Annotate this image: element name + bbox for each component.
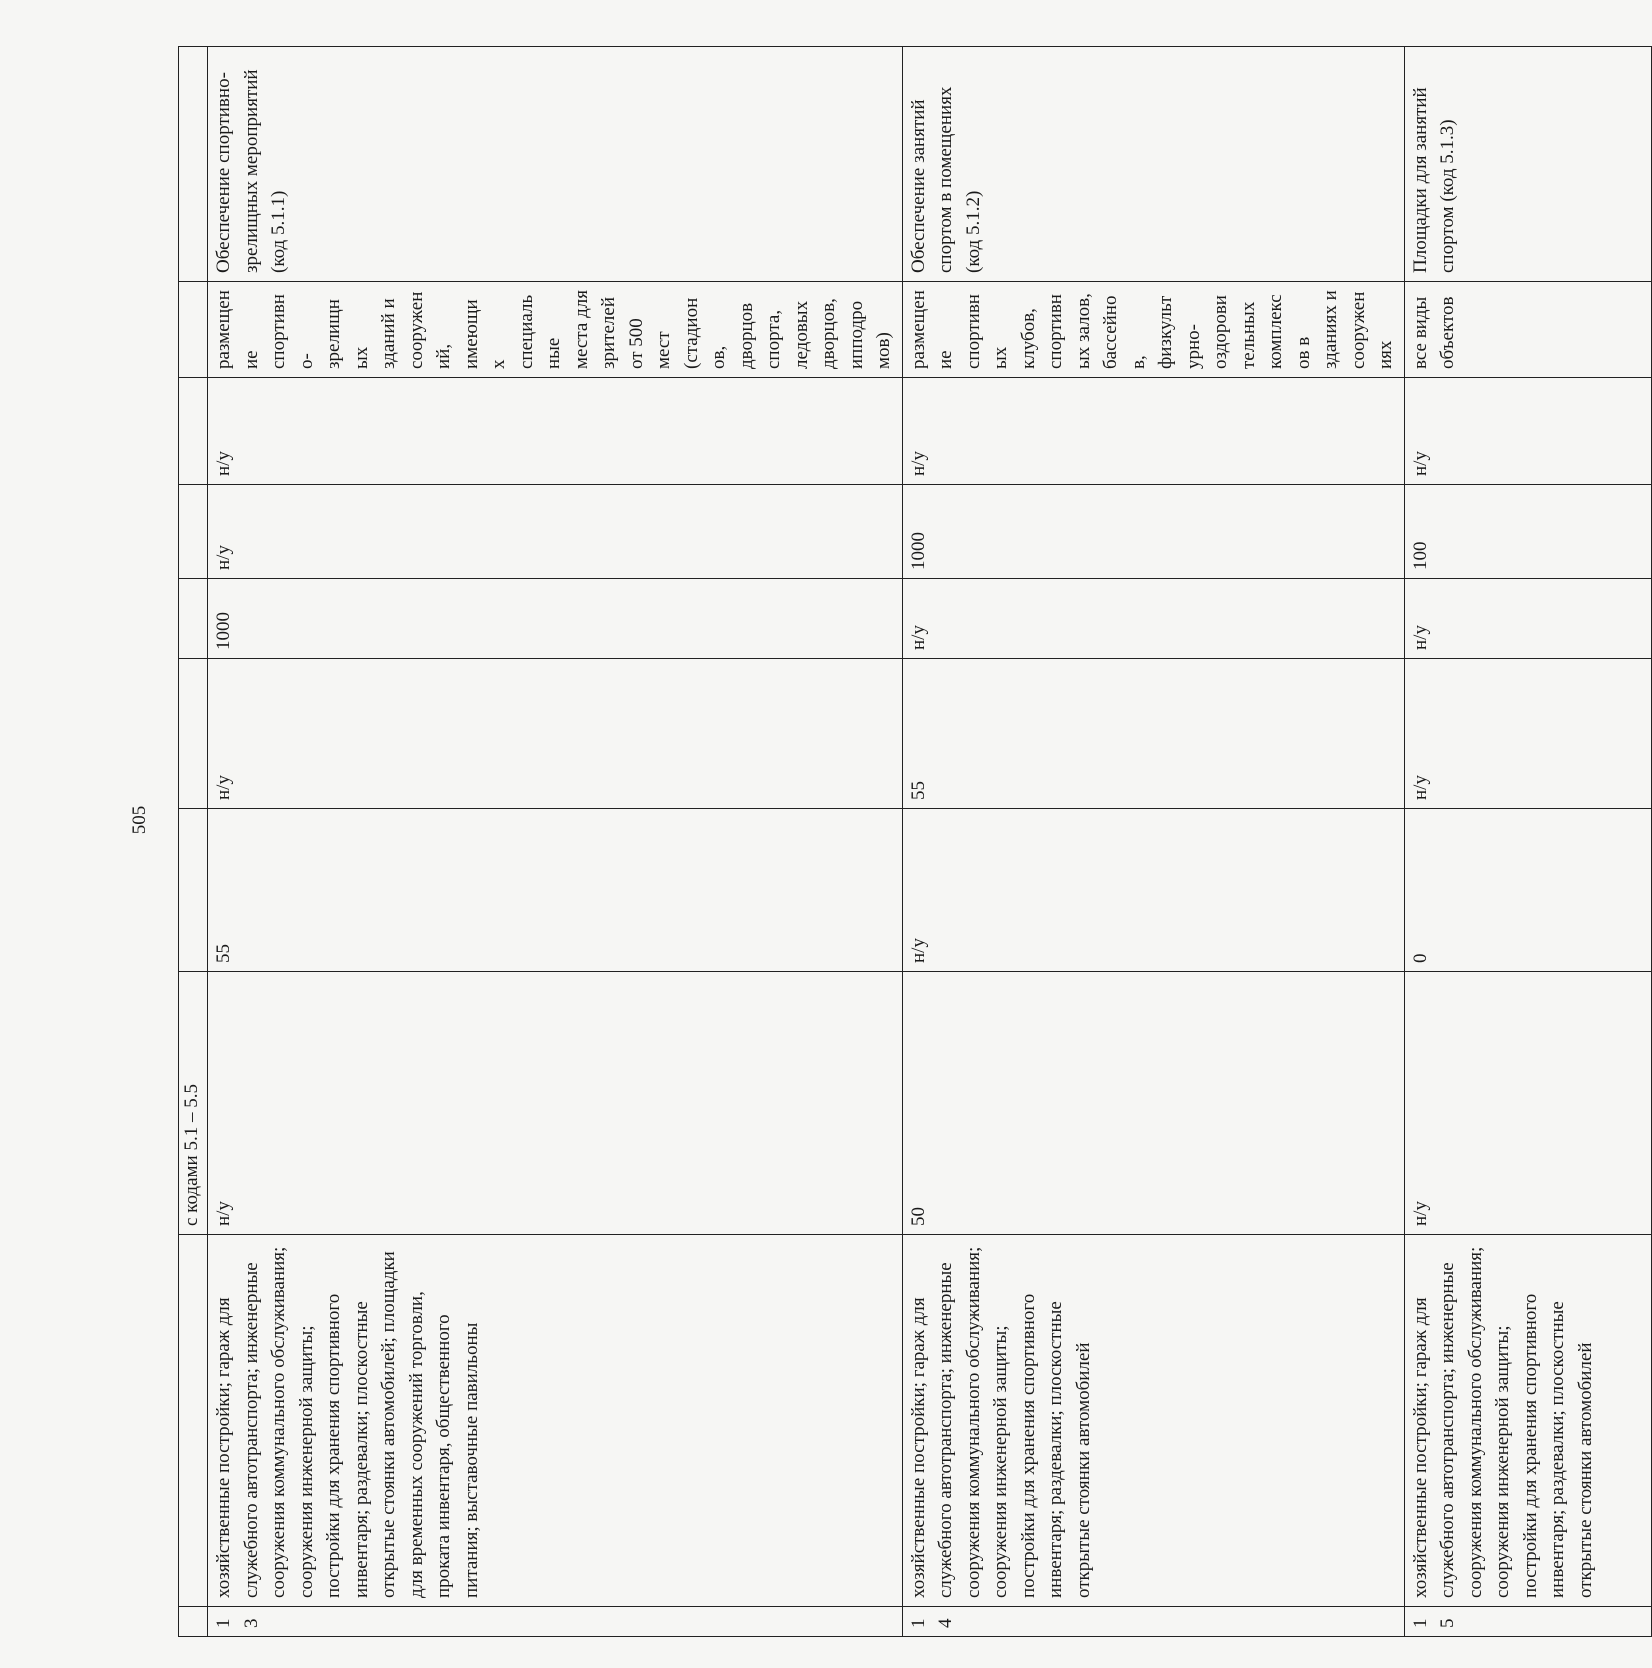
cell-value-2: 1000 (902, 485, 1404, 579)
cell-no: 13 (208, 1607, 903, 1637)
cell-no (179, 1607, 208, 1637)
cell-no: 15 (1404, 1607, 1651, 1637)
rotated-table-wrapper (178, 47, 1596, 1637)
cell-name (179, 1235, 208, 1607)
cell-aux-uses: хозяйственные постройки; гараж для служебного автотранспорта; инженерные сооружения коммунального обслуживания; сооружения инженерной защиты; постройки для хранения спортивного инвентаря; раздевалки; плоскостные открытые стоянки автомобилей; площадки для временных сооружений торговли, проката инвентаря, общественного питания; выставочные павильоны (208, 1235, 903, 1607)
cell-value-4: 55 (902, 659, 1404, 809)
cell-value-1: н/у (1404, 378, 1651, 485)
cell-value (179, 485, 208, 579)
page-number: 505 (129, 805, 150, 835)
cell-value-4: н/у (1404, 659, 1651, 809)
table-row-continuation (179, 47, 208, 1637)
cell-value-2: 100 (1404, 485, 1651, 579)
cell-value (179, 659, 208, 809)
cell-value-6: н/у (1404, 972, 1651, 1235)
cell-aux-uses: хозяйственные постройки; гараж для служебного автотранспорта; инженерные сооружения коммунального обслуживания; сооружения инженерной защиты; постройки для хранения спортивного инвентаря; раздевалки; плоскостные открытые стоянки автомобилей (902, 1235, 1404, 1607)
cell-value-5: 55 (208, 809, 903, 972)
cell-description: размещение спортивных клубов, спортивных залов, бассейнов, физкультурно-оздоровительных комплексов в зданиях и сооружениях (902, 282, 1404, 378)
land-use-table (178, 46, 1652, 1637)
cell-value-6: 50 (902, 972, 1404, 1235)
cell-value-6: н/у (208, 972, 903, 1235)
cell-description: с кодами 5.1 – 5.5 (179, 972, 208, 1235)
cell-description: все виды объектов (1404, 282, 1651, 378)
table-row (1404, 47, 1651, 1637)
cell-value-4: н/у (208, 659, 903, 809)
cell-value (179, 282, 208, 378)
cell-value-3: 1000 (208, 579, 903, 659)
cell-value-3: н/у (902, 579, 1404, 659)
cell-value (179, 579, 208, 659)
cell-value (179, 809, 208, 972)
cell-value-3: н/у (1404, 579, 1651, 659)
cell-description: размещение спортивно-зрелищных зданий и сооружений, имеющих специальные места для зрителей от 500 мест (стадионов, дворцов спорта, ледовых дворцов, ипподромов) (208, 282, 903, 378)
cell-aux-uses: хозяйственные постройки; гараж для служебного автотранспорта; инженерные сооружения коммунального обслуживания; сооружения инженерной защиты; постройки для хранения спортивного инвентаря; раздевалки; плоскостные открытые стоянки автомобилей (1404, 1235, 1651, 1607)
cell-value-2: н/у (208, 485, 903, 579)
cell-value-1: н/у (902, 378, 1404, 485)
cell-value-5: 0 (1404, 809, 1651, 972)
table-row (902, 47, 1404, 1637)
cell-value-5: н/у (902, 809, 1404, 972)
cell-name: Площадки для занятий спортом (код 5.1.3) (1404, 47, 1651, 282)
cell-aux (179, 47, 208, 282)
cell-value-1: н/у (208, 378, 903, 485)
cell-no: 14 (902, 1607, 1404, 1637)
cell-value (179, 378, 208, 485)
table-row (208, 47, 903, 1637)
cell-name: Обеспечение занятий спортом в помещениях (код 5.1.2) (902, 47, 1404, 282)
cell-name: Обеспечение спортивно-зрелищных мероприятий (код 5.1.1) (208, 47, 903, 282)
